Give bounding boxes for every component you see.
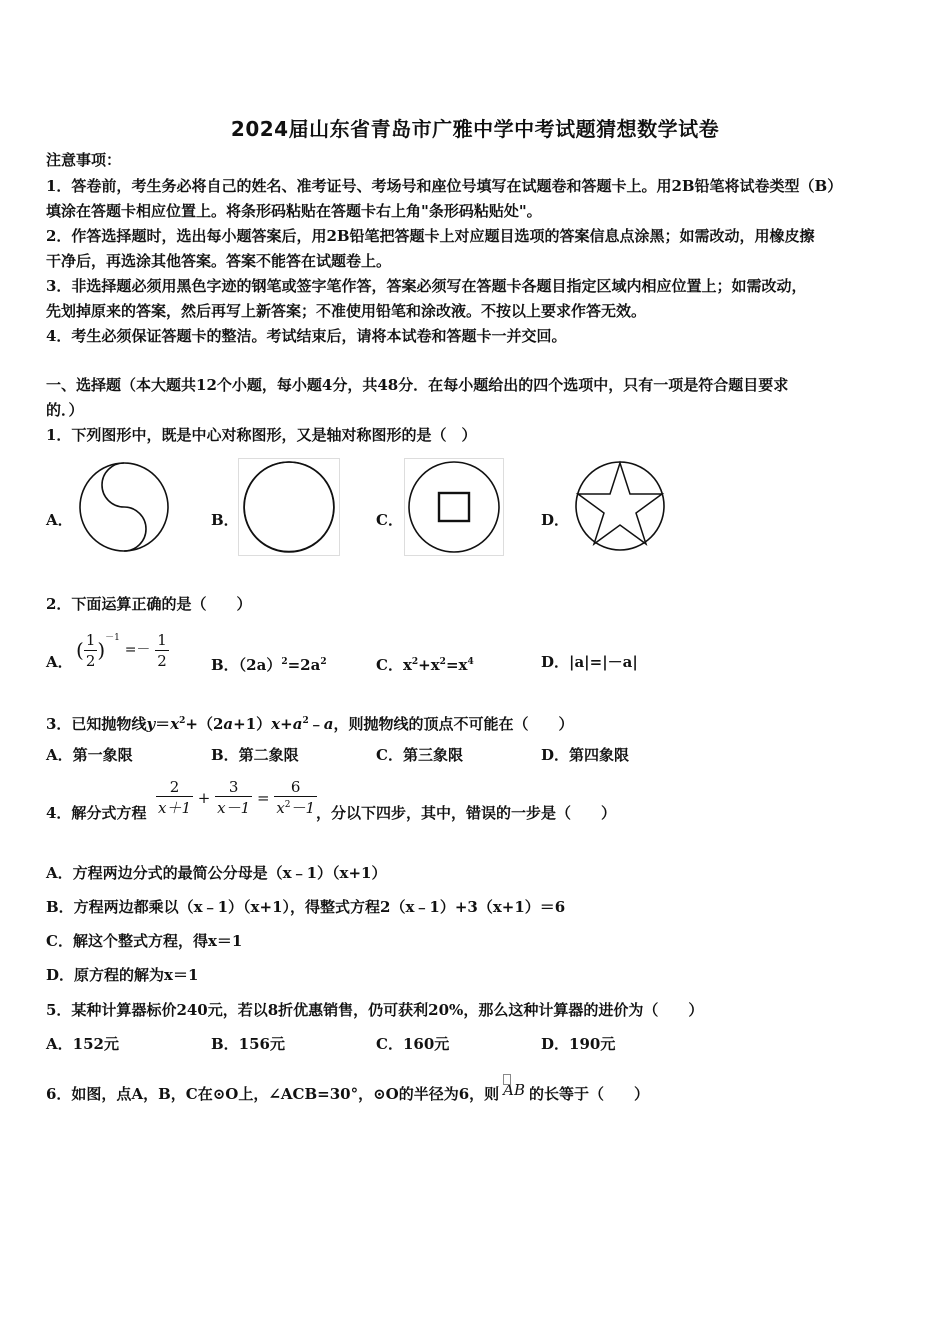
q4-plus: + <box>197 789 211 807</box>
q4-option-b: B．方程两边都乘以（x﹣1）（x+1），得整式方程2（x﹣1）+3（x+1）＝6 <box>46 898 566 916</box>
notice-line: 干净后，再选涂其他答案。答案不能答在试题卷上。 <box>46 252 392 270</box>
q2-option-b: B．$(2a)^2=2a^2$ <box>211 656 327 674</box>
q2-option-a-expression: ( $\frac{1}{2}$ )$^{-1}$ =－ $\frac{1}{2}$ <box>76 630 167 670</box>
q4-frac3-num: 6 <box>290 778 301 796</box>
q5-option-d: D．190元 <box>541 1035 616 1053</box>
q2-a-rhs-denominator: 2 <box>157 651 167 670</box>
q4-option-a: A．方程两边分式的最简公分母是（x﹣1）（x+1） <box>46 864 387 882</box>
q2-option-d: D．|a|=|－a| <box>541 653 638 671</box>
q4-option-c: C．解这个整式方程，得x＝1 <box>46 932 243 950</box>
q4-equals: = <box>256 789 270 807</box>
q4-frac2-num: 3 <box>228 778 239 796</box>
star-figure <box>573 459 667 553</box>
question-4-prefix: 4．解分式方程 <box>46 804 147 822</box>
q2-a-exponent: －1 <box>105 633 120 643</box>
q1-option-b-label: B． <box>211 511 239 529</box>
question-1-stem: 1．下列图形中，既是中心对称图形，又是轴对称图形的是（ ） <box>46 426 477 444</box>
three-arcs-figure <box>238 458 340 556</box>
q5-option-a: A．152元 <box>46 1035 119 1053</box>
page-title: 2024届山东省青岛市广雅中学中考试题猜想数学试卷 <box>230 117 720 141</box>
q1-option-a-label: A． <box>46 511 73 529</box>
coin-figure <box>404 458 504 556</box>
q4-option-d: D．原方程的解为x＝1 <box>46 966 199 984</box>
arc-ab-symbol: AB <box>503 1080 525 1100</box>
q3-option-b: B．第二象限 <box>211 746 299 764</box>
q4-frac3-den: $x^2-1$ <box>274 796 317 818</box>
q4-frac2-den: x－1 <box>215 796 252 818</box>
q2-option-a-label: A． <box>46 653 73 671</box>
q1-option-c-label: C． <box>376 511 403 529</box>
section-heading-cont: 的．） <box>46 401 84 419</box>
q2-a-equals: =－ <box>124 642 151 658</box>
notice-line: 先划掉原来的答案，然后再写上新答案；不准使用铅笔和涂改液。不按以上要求作答无效。 <box>46 302 647 320</box>
notice-line: 3．非选择题必须用黑色字迹的钢笔或签字笔作答，答案必须写在答题卡各题目指定区域内相应位置上；如需改动， <box>46 277 807 295</box>
q5-option-c: C．160元 <box>376 1035 450 1053</box>
q5-option-b: B．156元 <box>211 1035 285 1053</box>
q4-frac1-den: x＋1 <box>156 796 193 818</box>
notice-line: 1．答卷前，考生务必将自己的姓名、准考证号、考场号和座位号填写在试题卷和答题卡上。用2B铅笔将试卷类型（B） <box>46 177 843 195</box>
q3-option-a: A．第一象限 <box>46 746 133 764</box>
q1-option-d-label: D． <box>541 511 570 529</box>
question-6-stem: 6．如图，点A，B，C在⊙O上，∠ACB=30°，⊙O的半径为6，则 AB 的长等于（ ） <box>46 1080 649 1104</box>
notice-line: 2．作答选择题时，选出每小题答案后，用2B铅笔把答题卡上对应题目选项的答案信息点涂黑；如需改动，用橡皮擦 <box>46 227 815 245</box>
q4-frac1-num: 2 <box>169 778 180 796</box>
notice-line: 4．考生必须保证答题卡的整洁。考试结束后，请将本试卷和答题卡一并交回。 <box>46 327 567 345</box>
q2-a-rhs-numerator: 1 <box>157 630 167 649</box>
q4-equation <box>156 778 317 818</box>
q3-option-c: C．第三象限 <box>376 746 463 764</box>
question-5-stem: 5．某种计算器标价240元，若以8折优惠销售，仍可获利20%，那么这种计算器的进价为（ ） <box>46 1001 704 1019</box>
q3-option-d: D．第四象限 <box>541 746 630 764</box>
section-heading: 一、选择题（本大题共12个小题，每小题4分，共48分．在每小题给出的四个选项中，只有一项是符合题目要求 <box>46 376 789 394</box>
yin-yang-figure <box>77 460 171 554</box>
notice-line: 填涂在答题卡相应位置上。将条形码粘贴在答题卡右上角"条形码粘贴处"。 <box>46 202 542 220</box>
notice-heading: 注意事项： <box>46 151 122 169</box>
q2-a-denominator: 2 <box>85 651 96 670</box>
question-4-suffix: ，分以下四步，其中，错误的一步是（ ） <box>316 804 617 822</box>
q2-option-c: C．$x^2+x^2=x^4$ <box>376 656 474 674</box>
q2-a-numerator: 1 <box>85 630 96 649</box>
question-2-stem: 2．下面运算正确的是（ ） <box>46 595 252 613</box>
question-3-stem: 3．已知抛物线$y=x^2+(2a+1)x+a^2﹣a$，则抛物线的顶点不可能在（ ） <box>46 715 574 733</box>
